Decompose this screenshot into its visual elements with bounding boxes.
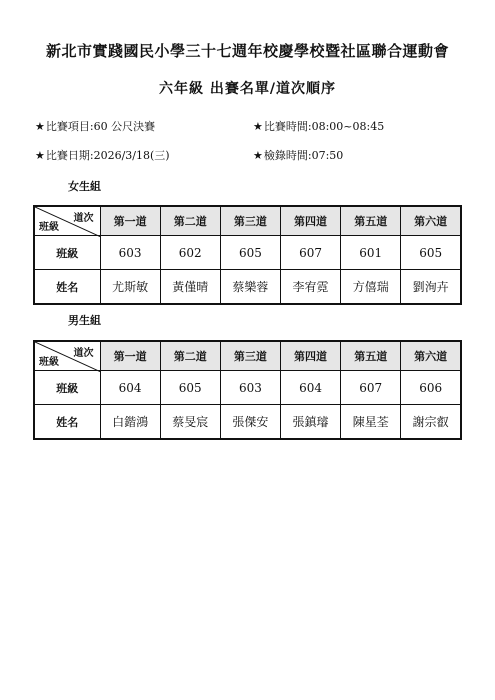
class-cell: 607 [341, 371, 401, 405]
star-icon: ★ [253, 120, 263, 133]
name-cell: 蔡樂蓉 [220, 270, 280, 305]
class-cell: 604 [280, 371, 340, 405]
name-cell: 張傑安 [220, 405, 280, 440]
name-cell: 白鍇鴻 [100, 405, 160, 440]
table-row [34, 270, 461, 305]
lane-2-header: 第二道 [160, 341, 220, 371]
star-icon: ★ [253, 149, 263, 162]
class-cell: 606 [401, 371, 461, 405]
table-row [34, 236, 461, 270]
girls-group-label: 女生組 [68, 180, 101, 193]
boys-group-label: 男生組 [68, 314, 101, 327]
name-row-label: 姓名 [34, 405, 100, 440]
class-row-label: 班級 [34, 236, 100, 270]
lane-1-header: 第一道 [100, 206, 160, 236]
name-cell: 方僖瑞 [341, 270, 401, 305]
event-text: 比賽項目:60 公尺決賽 [45, 120, 156, 133]
name-cell: 蔡旻宸 [160, 405, 220, 440]
corner-class-label: 班級 [39, 357, 59, 368]
name-cell: 李宥霓 [280, 270, 340, 305]
checkin-text: 檢錄時間:07:50 [263, 149, 344, 162]
lane-4-header: 第四道 [280, 206, 340, 236]
corner-lane-label: 道次 [73, 348, 94, 359]
name-cell: 陳星荃 [341, 405, 401, 440]
class-cell: 605 [401, 236, 461, 270]
lane-header-row [34, 341, 461, 371]
lane-4-header: 第四道 [280, 341, 340, 371]
info-date [35, 147, 170, 163]
class-cell: 601 [341, 236, 401, 270]
lane-5-header: 第五道 [341, 341, 401, 371]
class-cell: 602 [160, 236, 220, 270]
class-cell: 604 [100, 371, 160, 405]
table-row [34, 405, 461, 440]
class-row-label: 班級 [34, 371, 100, 405]
name-cell: 黃僅晴 [160, 270, 220, 305]
lane-header-row [34, 206, 461, 236]
class-cell: 603 [100, 236, 160, 270]
lane-6-header: 第六道 [401, 341, 461, 371]
document-title: 新北市實踐國民小學三十七週年校慶學校暨社區聯合運動會 [45, 42, 449, 60]
lane-6-header: 第六道 [401, 206, 461, 236]
class-cell: 605 [160, 371, 220, 405]
girls-table [33, 205, 462, 305]
lane-3-header: 第三道 [220, 206, 280, 236]
table-corner [34, 341, 100, 371]
info-event [35, 118, 155, 134]
table-row [34, 371, 461, 405]
info-time [253, 118, 384, 134]
class-cell: 607 [280, 236, 340, 270]
boys-table [33, 340, 462, 440]
name-cell: 尤斯敏 [100, 270, 160, 305]
class-cell: 603 [220, 371, 280, 405]
lane-5-header: 第五道 [341, 206, 401, 236]
name-cell: 謝宗叡 [401, 405, 461, 440]
lane-1-header: 第一道 [100, 341, 160, 371]
name-cell: 劉洵卉 [401, 270, 461, 305]
lane-3-header: 第三道 [220, 341, 280, 371]
corner-lane-label: 道次 [73, 213, 94, 224]
name-row-label: 姓名 [34, 270, 100, 305]
time-text: 比賽時間:08:00~08:45 [263, 120, 385, 133]
lane-2-header: 第二道 [160, 206, 220, 236]
table-corner [34, 206, 100, 236]
class-cell: 605 [220, 236, 280, 270]
star-icon: ★ [35, 149, 45, 162]
name-cell: 張鎮璿 [280, 405, 340, 440]
star-icon: ★ [35, 120, 45, 133]
info-checkin [253, 147, 343, 163]
corner-class-label: 班級 [39, 222, 59, 233]
document-subtitle: 六年級 出賽名單/道次順序 [159, 81, 336, 97]
date-text: 比賽日期:2026/3/18(三) [45, 149, 170, 162]
